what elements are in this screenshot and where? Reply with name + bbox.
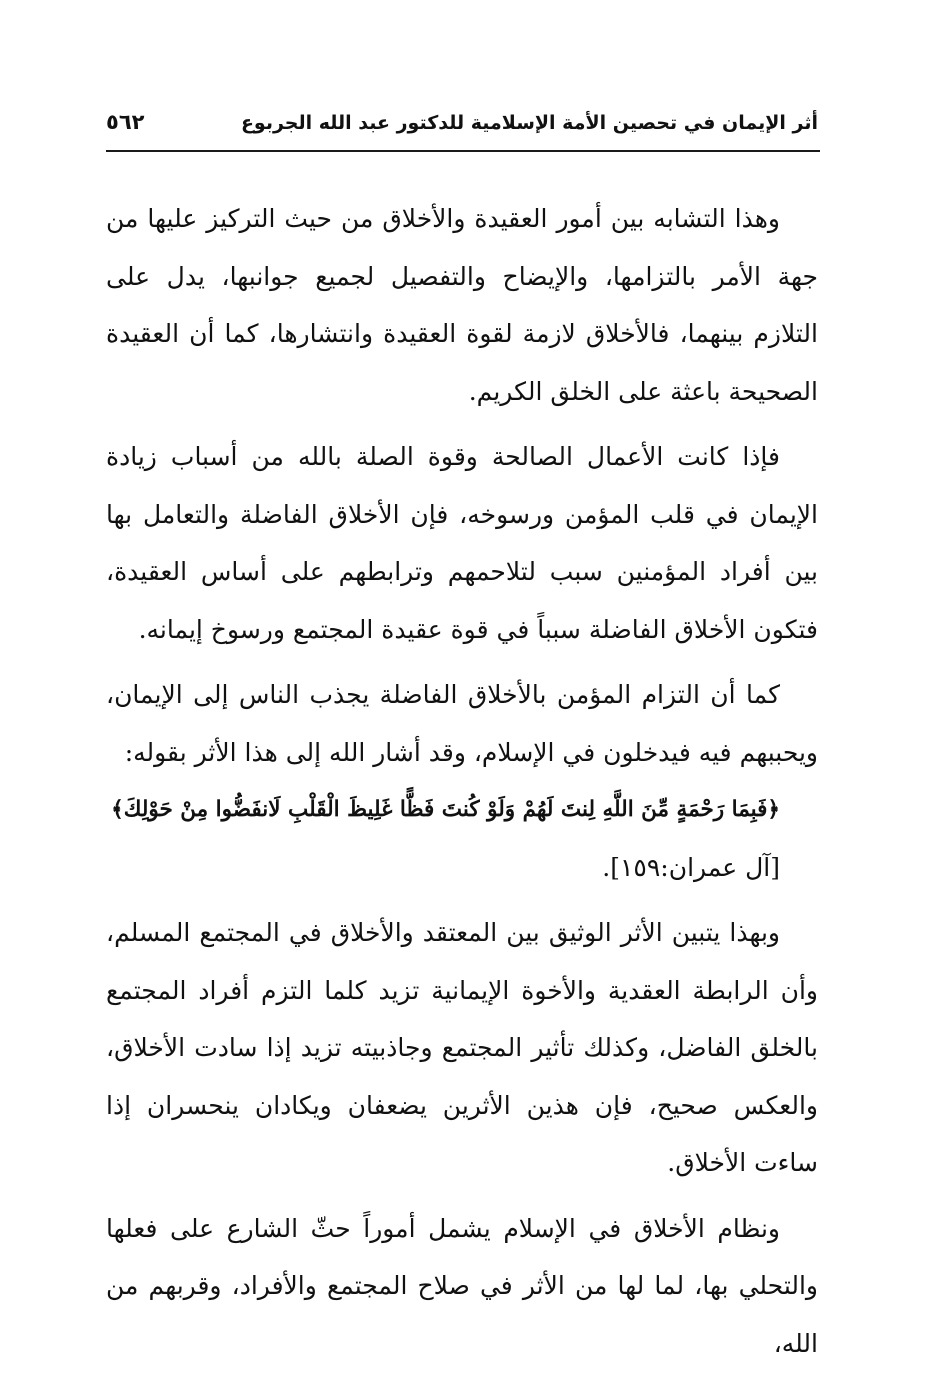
page-number: ٥٦٢ [106,110,145,134]
running-title: أثر الإيمان في تحصين الأمة الإسلامية للدكتور عبد الله الجربوع [240,112,818,134]
paragraph-1: وهذا التشابه بين أمور العقيدة والأخلاق من حيث التركيز عليها من جهة الأمر بالتزامها، والإيضاح والتفصيل لجميع جوانبها، يدل على التلازم بينهما، فالأخلاق لازمة لقوة العقيدة وانتشارها، كما أن العقيدة الصحيحة باعثة على الخلق الكريم. [106,204,818,406]
header-rule [106,150,820,152]
page-header [106,104,818,150]
quran-verse: ﴿فَبِمَا رَحْمَةٍ مِّنَ اللَّهِ لِنتَ لَهُمْ وَلَوْ كُنتَ فَظًّا غَلِيظَ الْقَلْبِ لَانفَضُّوا مِنْ حَوْلِكَ﴾ [111,797,780,822]
paragraph-3-text: كما أن التزام المؤمن بالأخلاق الفاضلة يجذب الناس إلى الإيمان، ويحببهم فيه فيدخلون في الإسلام، وقد أشار الله إلى هذا الأثر بقوله: [106,680,818,767]
paragraph-4: وبهذا يتبين الأثر الوثيق بين المعتقد والأخلاق في المجتمع المسلم، وأن الرابطة العقدية والأخوة الإيمانية تزيد كلما التزم أفراد المجتمع بالخلق الفاضل، وكذلك تأثير المجتمع وجاذبيته تزيد إذا سادت الأخلاق، والعكس صحيح، فإن هذين الأثرين يضعفان ويكادان ينحسران إذا ساءت الأخلاق. [106,918,818,1177]
main-text [106,190,818,1380]
paragraph-3 [106,666,818,896]
paragraph-5: ونظام الأخلاق في الإسلام يشمل أموراً حثّ الشارع على فعلها والتحلي بها، لما لها من الأثر في صلاح المجتمع والأفراد، وقربهم من الله، [106,1213,819,1358]
verse-citation: [آل عمران:١٥٩]. [602,852,780,882]
paragraph-2: فإذا كانت الأعمال الصالحة وقوة الصلة بالله من أسباب زيادة الإيمان في قلب المؤمن ورسوخه، فإن الأخلاق الفاضلة والتعامل بها بين أفراد المؤمنين سبب لتلاحمهم وترابطهم على أساس العقيدة، فتكون الأخلاق الفاضلة سبباً في قوة عقيدة المجتمع ورسوخ إيمانه. [106,442,818,644]
